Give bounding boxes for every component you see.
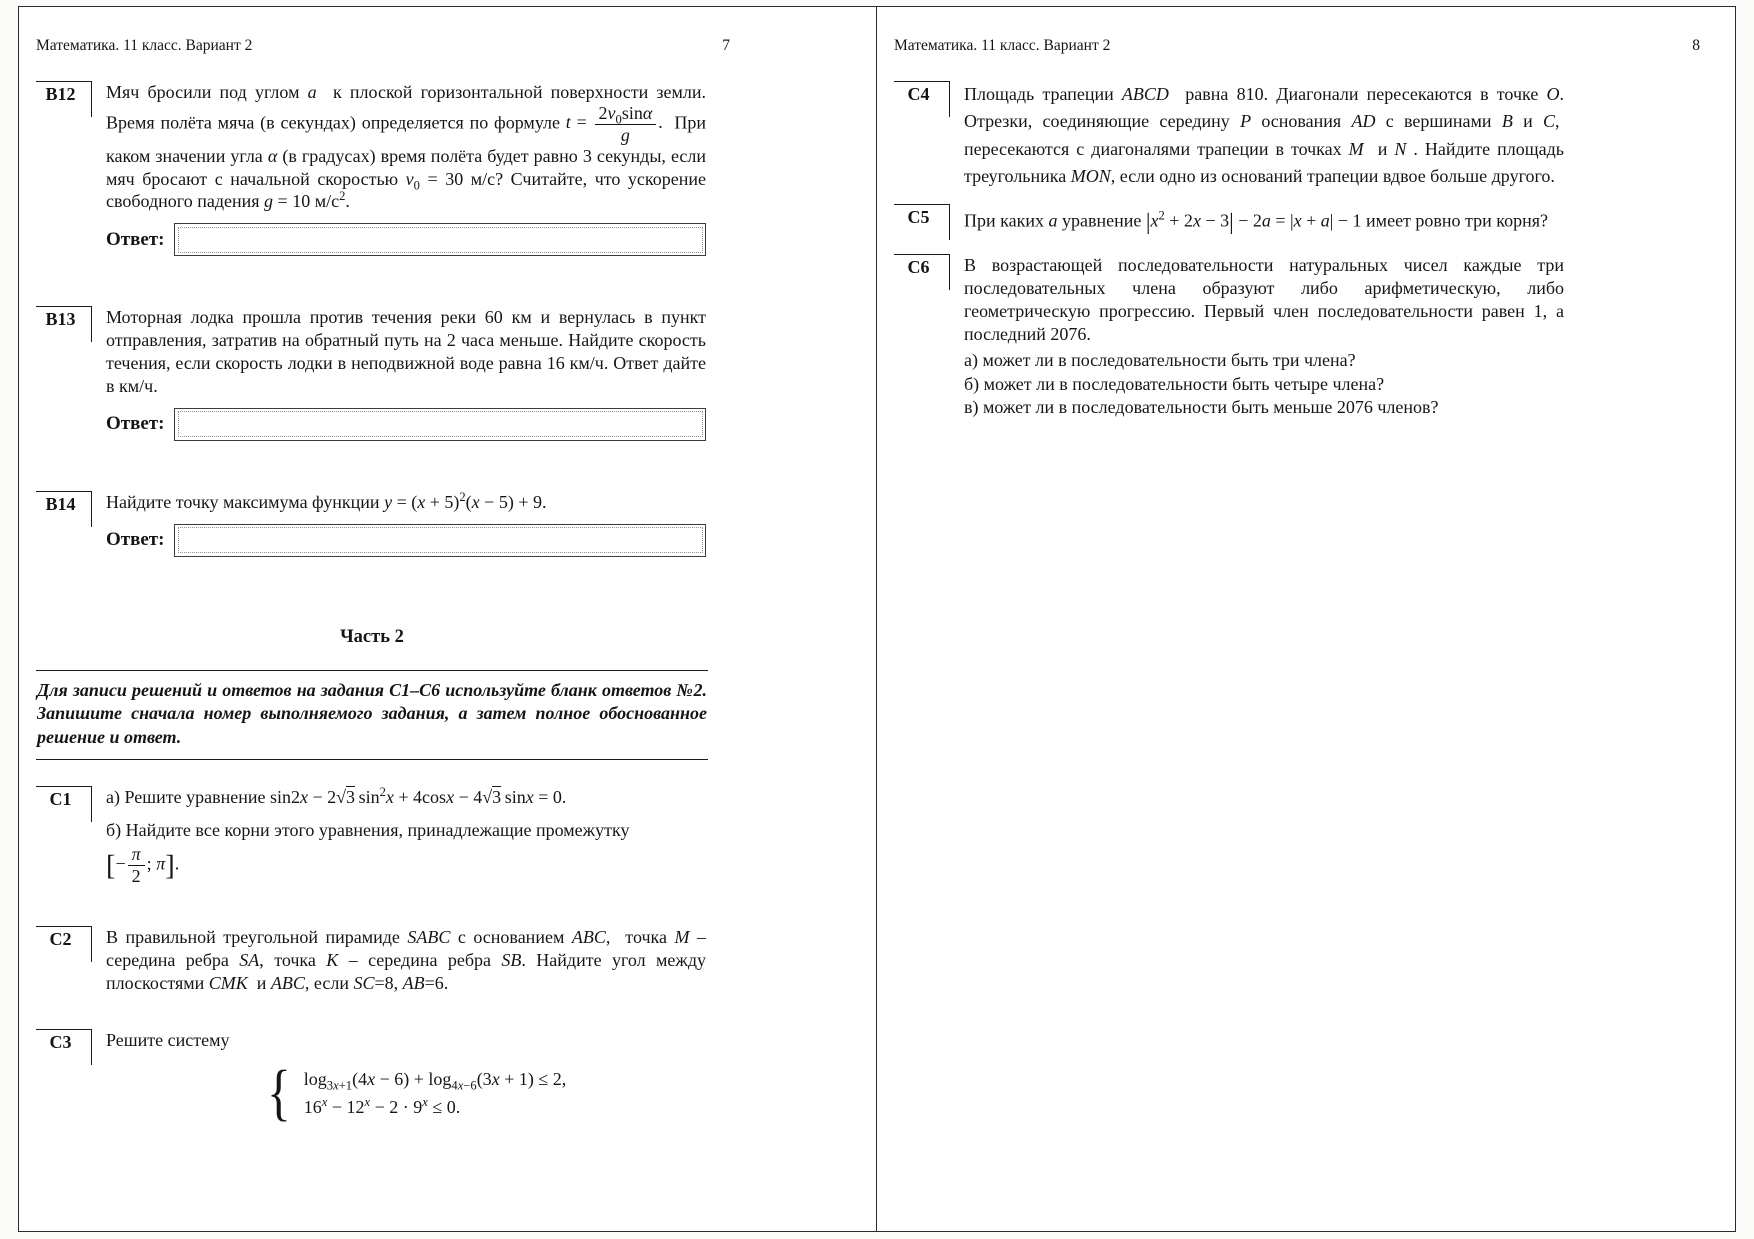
system-equations [304, 1069, 566, 1118]
page-8-header-title: Математика. 11 класс. Вариант 2 [894, 37, 1111, 54]
problem-c5-label: С5 [894, 204, 950, 240]
page-7-header [36, 37, 730, 55]
problem-c6-item-c: в) может ли в последовательности быть меньше 2076 членов? [964, 397, 1439, 418]
problem-c6-text: В возрастающей последовательности натуральных чисел каждые три последовательных члена образуют либо арифметическую, либо геометрическую прогрессию. Первый член последовательности равен 1, а последний 2076. [964, 255, 1564, 345]
problem-c4 [894, 81, 1566, 190]
problem-c1-part-a: а) Решите уравнение sin2x − 2√3 $\sin^2x + 4\cos x - 4√3$ sinx = 0. [106, 784, 567, 807]
b14-answer-box[interactable] [174, 524, 706, 557]
b14-answer-row [106, 524, 706, 557]
system-equation-2: $16^x - 12^x - 2 \cdot 9^x \le 0$. [303, 1094, 461, 1117]
problem-c2-text: В правильной треугольной пирамиде SABC с основанием ABC, точка M – середина ребра SA, точка K – середина ребра SB. Найдите угол между плоскостями CMK и ABC, если SC=8, AB=6. [106, 927, 707, 993]
problem-c5 [894, 204, 1566, 240]
exam-spread [18, 6, 1736, 1232]
problem-b14-text: Найдите точку максимума функции $y = (x + 5)^2(x - 5) + 9$. [106, 489, 547, 512]
page-8 [877, 7, 1735, 1231]
page-7-header-title: Математика. 11 класс. Вариант 2 [36, 37, 253, 54]
problem-c2-label: С2 [36, 926, 92, 962]
b12-answer-box-inner [178, 227, 703, 253]
part-2-title: Часть 2 [340, 626, 404, 647]
problem-b13-label: В13 [36, 306, 92, 342]
page-8-content [894, 81, 1566, 420]
problem-c6 [894, 254, 1566, 420]
b14-answer-box-inner [178, 527, 703, 553]
problem-b12-label: В12 [36, 81, 92, 117]
problem-c3-intro: Решите систему [106, 1029, 230, 1050]
problem-b13-body [106, 306, 706, 440]
problem-c5-body [964, 204, 1564, 239]
b13-answer-box[interactable] [174, 408, 706, 441]
system-equation-1: $\log_{3x+1}(4x - 6) + \log_{4x-6}(3x + 1) \le 2$, [303, 1068, 567, 1093]
b12-answer-row [106, 223, 706, 256]
problem-c1-label: С1 [36, 786, 92, 822]
problem-c1 [36, 786, 708, 887]
b12-answer-box[interactable] [174, 223, 706, 256]
page-7-content [36, 81, 708, 1127]
problem-c3-label: С3 [36, 1029, 92, 1065]
page-7-number: 7 [722, 37, 730, 54]
problem-b12-body [106, 81, 706, 256]
problem-c5-text: При каких a уравнение $|x^2 + 2x - 3| - 2a = |x + a| - 1$ имеет ровно три корня? [964, 208, 1549, 235]
b13-answer-box-inner [178, 411, 703, 437]
b14-answer-label: Ответ: [106, 529, 165, 551]
problem-b12 [36, 81, 708, 256]
problem-b12-text: Мяч бросили под углом a к плоской горизонтальной поверхности земли. Время полёта мяча (в секундах) определяется по формуле t = $\frac{2v_0\sin\alpha}{g}$ . При каком значении угла α (в градусах) время полёта будет равно 3 секунды, если мяч бросают с начальной скоростью $v_0 = 30$ м/с? Считайте, что ускорение свободного падения g = 10 $м/с^2$. [106, 82, 707, 212]
problem-c3 [36, 1029, 708, 1127]
page-8-header [894, 37, 1700, 55]
problem-c2 [36, 926, 708, 995]
b13-answer-row [106, 408, 706, 441]
problem-c6-item-a: а) может ли в последовательности быть три члена? [964, 349, 1356, 370]
part-2-instruction: Для записи решений и ответов на задания С1–С6 используйте бланк ответов №2. Запишите сначала номер выполняемого задания, а затем полное обоснованное решение и ответ. [36, 670, 708, 760]
problem-b14-body [106, 491, 706, 557]
problem-c2-body [106, 926, 706, 995]
problem-c4-body [964, 81, 1564, 190]
b13-answer-label: Ответ: [106, 413, 165, 435]
problem-b13-text: Моторная лодка прошла против течения реки 60 км и вернулась в пункт отправления, затратив на обратный путь на 2 часа меньше. Найдите скорость течения, если скорость лодки в неподвижной воде равна 16 км/ч. Ответ дайте в км/ч. [106, 307, 706, 396]
problem-c4-label: С4 [894, 81, 950, 117]
system-brace: { [266, 1058, 291, 1127]
problem-c1-part-b: б) Найдите все корни этого уравнения, принадлежащие промежутку [− $\frac{\pi}{2}$ ; π]. [106, 819, 630, 887]
problem-b14 [36, 491, 708, 557]
page-7 [19, 7, 877, 1231]
problem-c1-body [106, 786, 706, 887]
problem-c4-text: Площадь трапеции ABCD равна 810. Диагонали пересекаются в точке O. Отрезки, соединяющие середину P основания AD с вершинами B и C, пересекаются с диагоналями трапеции в точках M и N . Найдите площадь треугольника MON, если одно из оснований трапеции вдвое больше другого. [964, 84, 1565, 187]
problem-b13 [36, 306, 708, 440]
page-8-number: 8 [1692, 37, 1700, 54]
problem-c6-body [964, 254, 1564, 420]
problem-b14-label: В14 [36, 491, 92, 527]
problem-c6-item-b: б) может ли в последовательности быть четыре члена? [964, 373, 1385, 394]
problem-c3-body [106, 1029, 706, 1127]
equation-system [264, 1058, 706, 1127]
problem-c6-label: С6 [894, 254, 950, 290]
b12-answer-label: Ответ: [106, 228, 165, 250]
